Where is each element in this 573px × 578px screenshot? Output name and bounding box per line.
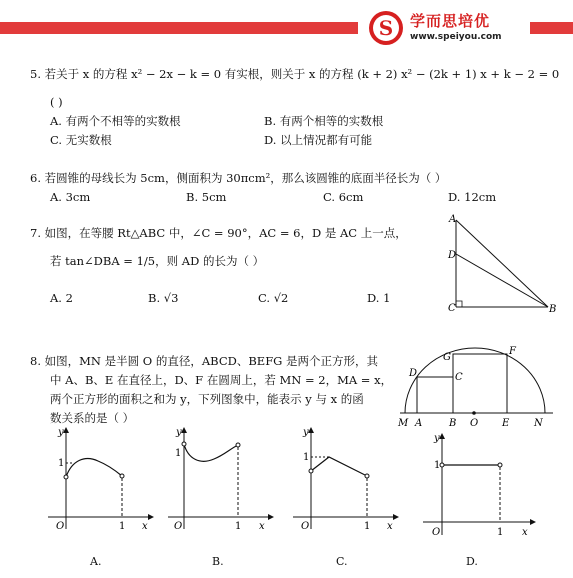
q7-stem-line1: 7. 如图，在等腰 Rt△ABC 中，∠C = 90°，AC = 6，D 是 AC 上一点， bbox=[30, 226, 407, 240]
q5-option-d: D. 以上情况都有可能 bbox=[264, 133, 373, 147]
q8-stem-line2: 中 A、B、E 在直径上，D、F 在圆周上，若 MN = 2，MA = x， bbox=[50, 373, 393, 387]
header-bar-left bbox=[0, 22, 358, 34]
q7-option-d: D. 1 bbox=[367, 291, 391, 305]
q8-graph-b-one-y: 1 bbox=[175, 448, 182, 459]
q5-option-a: A. 有两个不相等的实数根 bbox=[50, 114, 181, 128]
q8-graph-a-x: x bbox=[142, 521, 148, 532]
q8-graph-c-o: O bbox=[301, 521, 310, 532]
s-logo-icon bbox=[368, 10, 404, 46]
q8-graph-a-one-y: 1 bbox=[58, 458, 65, 469]
q8-label-g: G bbox=[443, 352, 451, 363]
q8-graph-b-y: y bbox=[176, 427, 182, 438]
q8-graph-c-x: x bbox=[387, 521, 393, 532]
q8-caption-c: C. bbox=[336, 555, 348, 568]
q7-triangle-figure bbox=[423, 212, 563, 317]
q8-graph-b-one-x: 1 bbox=[235, 521, 242, 532]
q6-option-c: C. 6cm bbox=[323, 190, 364, 204]
q7-stem-line2: 若 tan∠DBA = 1/5，则 AD 的长为（ ） bbox=[50, 254, 265, 268]
q7-label-b: B bbox=[549, 304, 557, 315]
q8-graph-d-x: x bbox=[522, 527, 528, 538]
q8-graph-c bbox=[285, 425, 405, 535]
q8-stem-line3: 两个正方形的面积之和为 y，下列图象中，能表示 y 与 x 的函 bbox=[50, 392, 364, 406]
q8-stem-line4: 数关系的是（ ） bbox=[50, 411, 135, 425]
q7-option-c: C. √2 bbox=[258, 291, 289, 305]
q8-graph-a-one-x: 1 bbox=[119, 521, 126, 532]
q8-stem-line1: 8. 如图，MN 是半圆 O 的直径，ABCD、BEFG 是两个正方形，其 bbox=[30, 354, 379, 368]
q8-graph-a-y: y bbox=[58, 427, 64, 438]
q7-label-d: D bbox=[448, 250, 457, 261]
q7-option-a: A. 2 bbox=[50, 291, 73, 305]
brand-logo bbox=[366, 6, 526, 50]
header-bar-right bbox=[530, 22, 573, 34]
q8-graph-a bbox=[40, 425, 160, 535]
q8-graph-d-o: O bbox=[432, 527, 441, 538]
q8-label-e: E bbox=[502, 418, 510, 429]
q7-option-b: B. √3 bbox=[148, 291, 179, 305]
q8-graph-c-y: y bbox=[303, 427, 309, 438]
q8-graph-b-o: O bbox=[174, 521, 183, 532]
svg-text:S: S bbox=[378, 16, 394, 40]
q8-caption-d: D. bbox=[466, 555, 478, 568]
q5-option-c: C. 无实数根 bbox=[50, 133, 112, 147]
brand-name: 学而思培优 bbox=[410, 12, 491, 30]
q8-label-n: N bbox=[534, 418, 543, 429]
q8-label-a: A bbox=[415, 418, 423, 429]
q8-graph-b-x: x bbox=[259, 521, 265, 532]
q8-graph-b bbox=[160, 425, 280, 535]
q8-graph-d bbox=[418, 425, 548, 545]
q8-label-d: D bbox=[409, 368, 418, 379]
q8-semicircle-figure bbox=[395, 340, 560, 430]
q5-bracket: ( ) bbox=[50, 95, 63, 109]
q8-label-f: F bbox=[509, 346, 516, 357]
q7-label-a: A bbox=[449, 214, 457, 225]
q8-graph-d-y: y bbox=[434, 433, 440, 444]
q8-label-m: M bbox=[398, 418, 409, 429]
q8-caption-a: A. bbox=[90, 555, 102, 568]
brand-url: www.speiyou.com bbox=[410, 32, 502, 42]
q5-option-b: B. 有两个相等的实数根 bbox=[264, 114, 384, 128]
q8-label-b: B bbox=[449, 418, 457, 429]
q8-graph-a-o: O bbox=[56, 521, 65, 532]
q8-graph-c-one-y: 1 bbox=[303, 452, 310, 463]
q6-stem: 6. 若圆锥的母线长为 5cm，侧面积为 30πcm²，那么该圆锥的底面半径长为（ ） bbox=[30, 171, 447, 185]
q6-option-a: A. 3cm bbox=[50, 190, 91, 204]
q8-graph-d-one-y: 1 bbox=[434, 460, 441, 471]
q6-option-d: D. 12cm bbox=[448, 190, 497, 204]
q5-stem: 5. 若关于 x 的方程 x² − 2x − k = 0 有实根，则关于 x 的方程 (k + 2) x² − (2k + 1) x + k − 2 = 0 bbox=[30, 67, 560, 81]
q6-option-b: B. 5cm bbox=[186, 190, 227, 204]
q8-caption-b: B. bbox=[212, 555, 224, 568]
q8-label-o: O bbox=[470, 418, 479, 429]
q7-label-c: C bbox=[448, 303, 456, 314]
q8-graph-d-one-x: 1 bbox=[497, 527, 504, 538]
q8-graph-c-one-x: 1 bbox=[364, 521, 371, 532]
q8-label-c: C bbox=[455, 372, 463, 383]
